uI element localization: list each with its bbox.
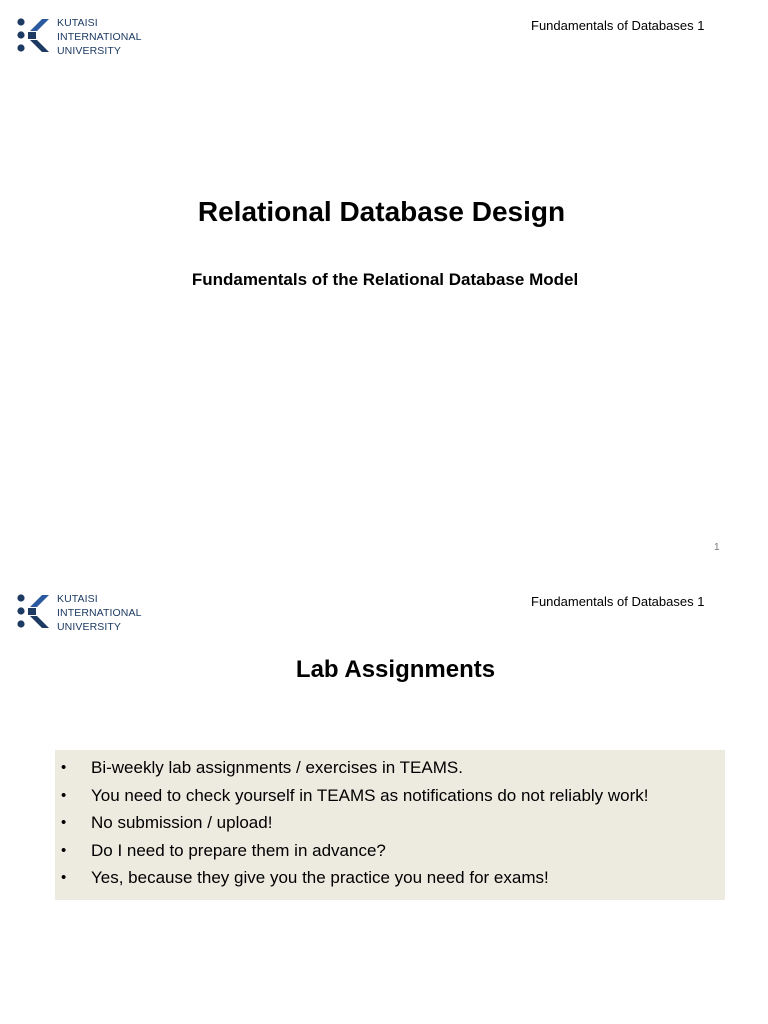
- bullet-item: [55, 864, 725, 892]
- logo-line-1: KUTAISI: [57, 17, 98, 29]
- bullet-list: [55, 754, 725, 892]
- bullet-item: [55, 782, 725, 810]
- bullet-box: [55, 750, 725, 900]
- slide-2: [0, 576, 768, 1024]
- logo-text: [57, 16, 142, 58]
- bullet-text: Do I need to prepare them in advance?: [91, 840, 386, 860]
- logo-line-1: KUTAISI: [57, 593, 98, 605]
- logo-line-3: UNIVERSITY: [57, 621, 122, 633]
- bullet-dot-icon: •: [61, 841, 67, 859]
- logo-line-2: INTERNATIONAL: [57, 607, 142, 619]
- bullet-dot-icon: •: [61, 869, 67, 887]
- bullet-text: No submission / upload!: [91, 813, 273, 833]
- kiu-logo-icon: [16, 18, 52, 56]
- page-number: 1: [714, 542, 720, 553]
- university-logo: [16, 16, 166, 58]
- kiu-logo-icon: [16, 594, 52, 632]
- slide-subtitle: Fundamentals of the Relational Database Model: [191, 270, 579, 289]
- bullet-dot-icon: •: [61, 759, 67, 776]
- logo-text: [57, 592, 142, 634]
- slide-title: Relational Database Design: [197, 196, 566, 227]
- logo-line-3: UNIVERSITY: [57, 45, 122, 57]
- bullet-text: You need to check yourself in TEAMS as notifications do not reliably work!: [91, 785, 649, 805]
- bullet-item: [55, 809, 725, 837]
- bullet-item: [55, 754, 725, 782]
- logo-line-2: INTERNATIONAL: [57, 31, 142, 43]
- bullet-text: Yes, because they give you the practice you need for exams!: [91, 868, 549, 888]
- course-header: Fundamentals of Databases 1: [531, 594, 705, 609]
- university-logo: [16, 592, 166, 634]
- bullet-text: Bi-weekly lab assignments / exercises in TEAMS.: [91, 758, 463, 777]
- course-header: Fundamentals of Databases 1: [531, 18, 705, 33]
- slide-title: Lab Assignments: [295, 656, 496, 683]
- bullet-dot-icon: •: [61, 814, 67, 832]
- bullet-dot-icon: •: [61, 786, 67, 804]
- bullet-item: [55, 837, 725, 865]
